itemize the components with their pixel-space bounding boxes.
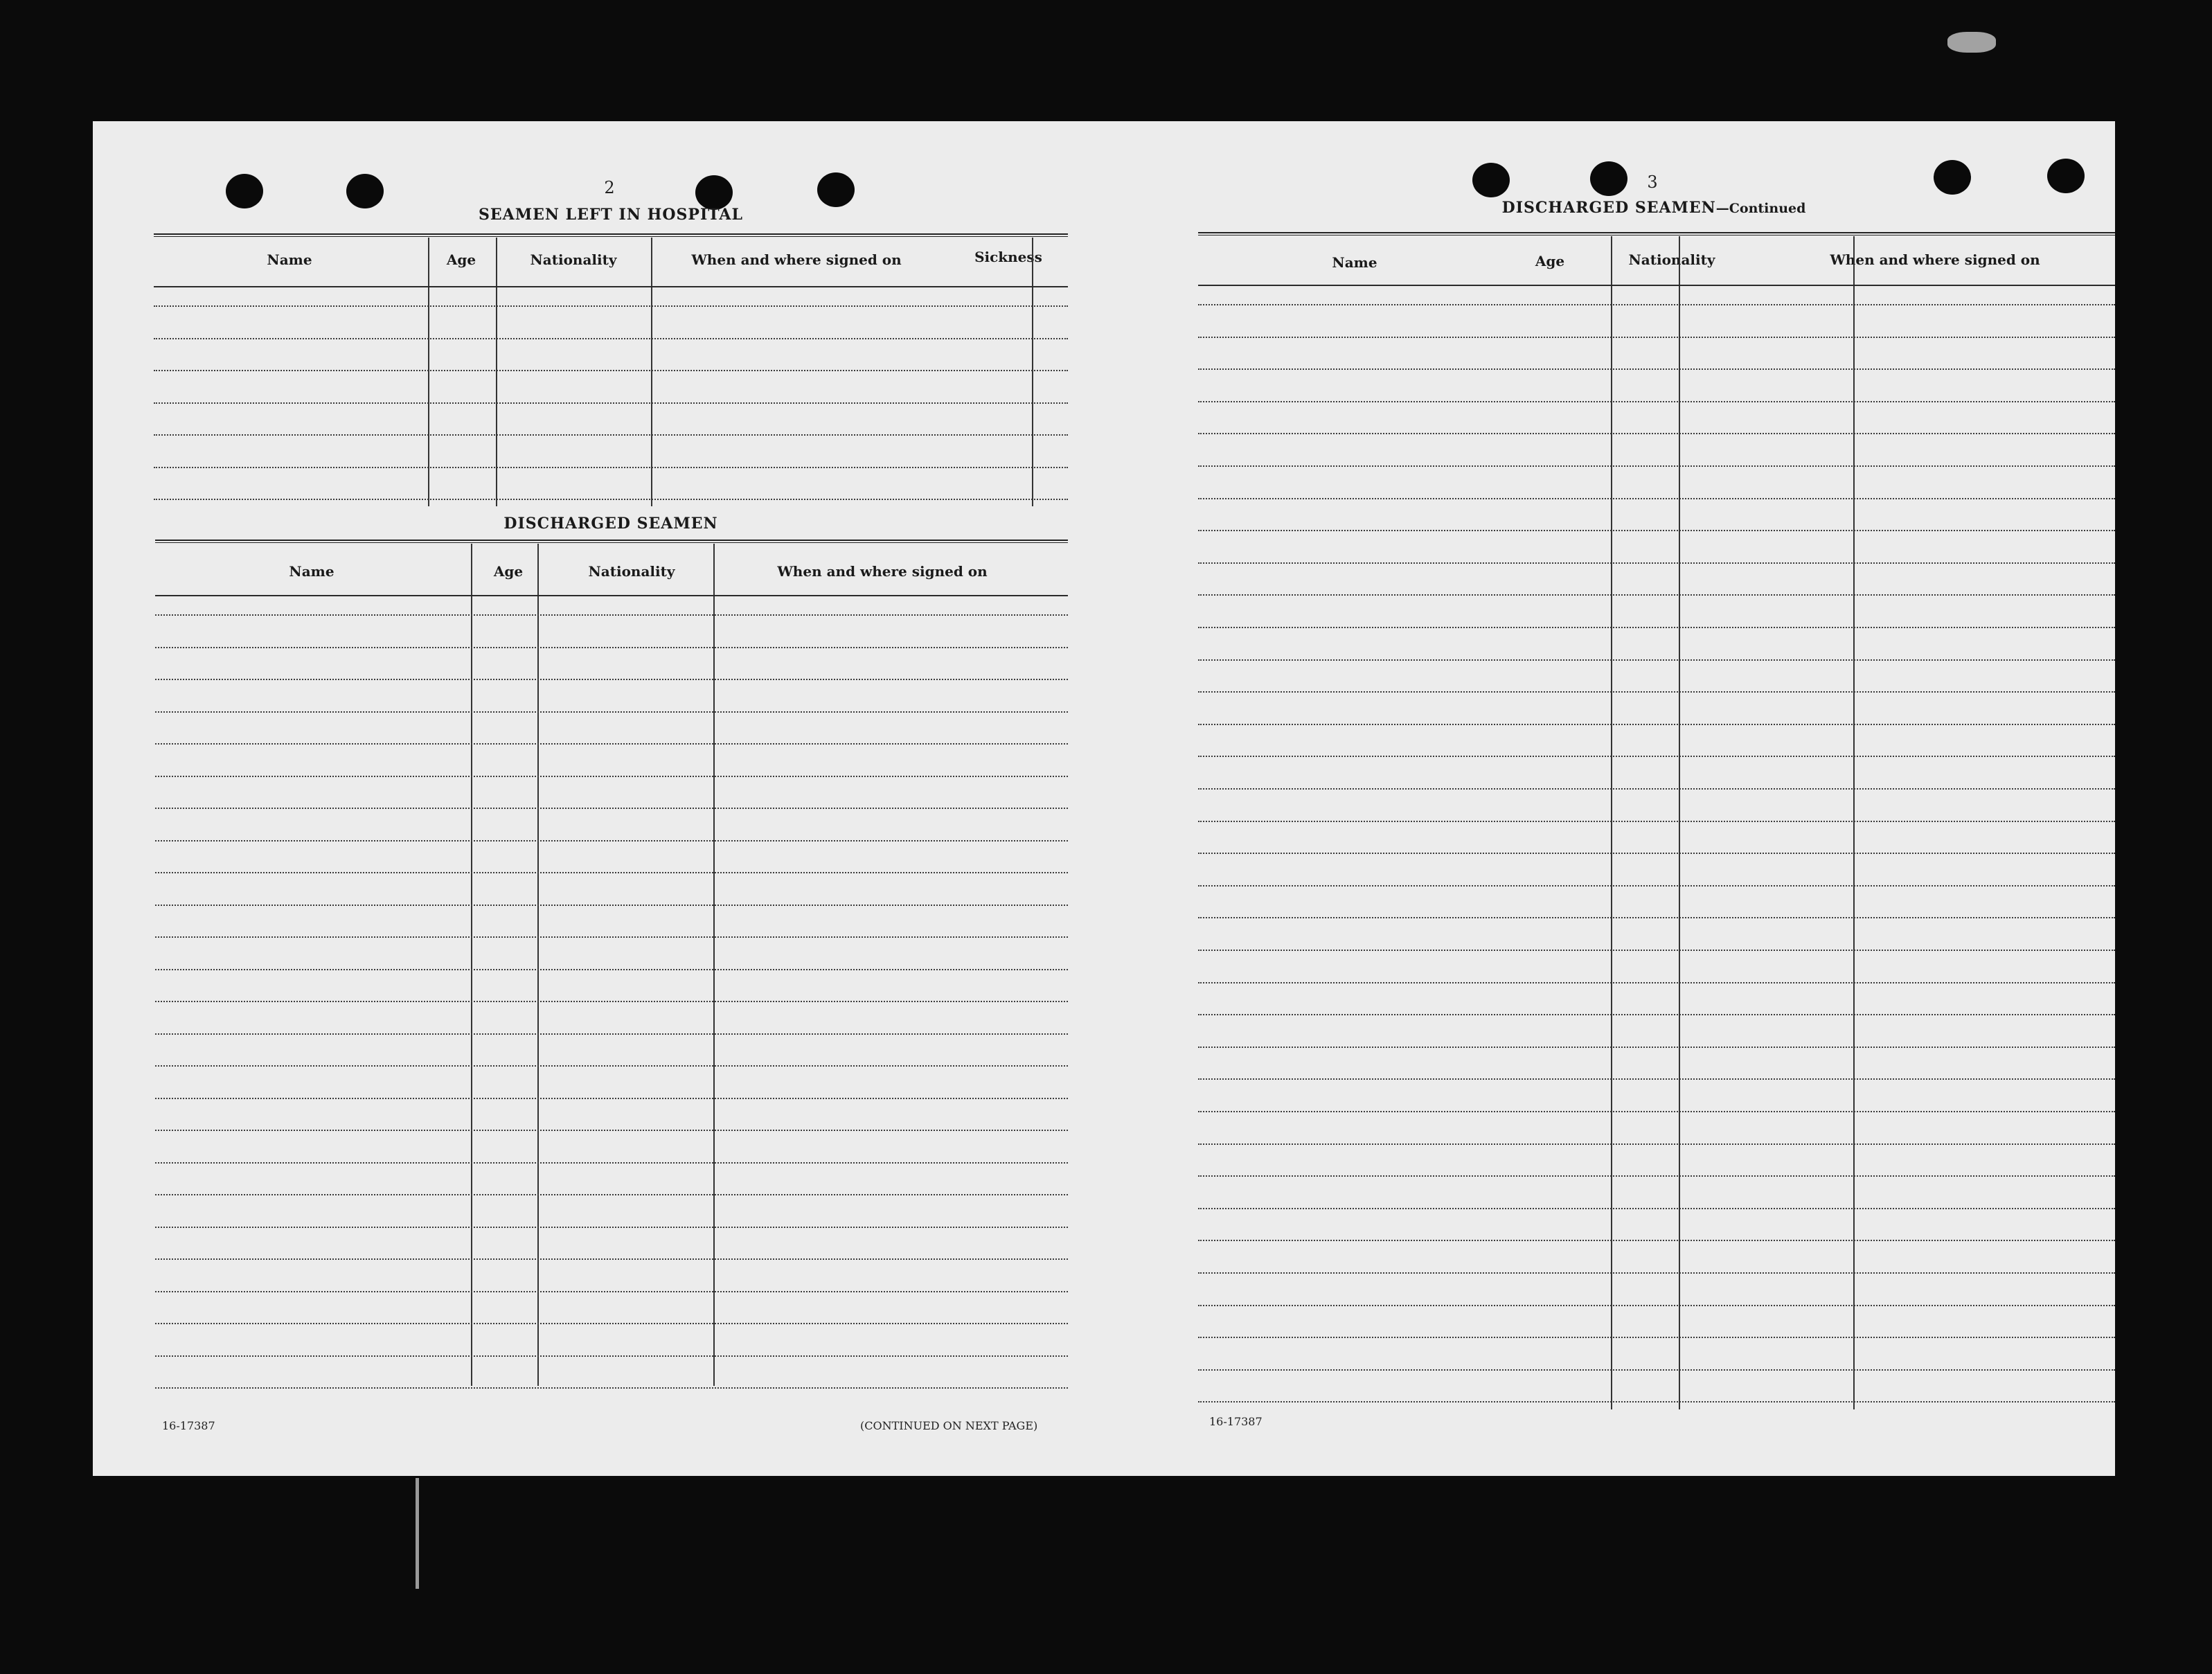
entry-line: [155, 1291, 1068, 1292]
entry-line: [1198, 1111, 2115, 1112]
entry-line: [155, 840, 1068, 842]
entry-line: [155, 1033, 1068, 1035]
entry-line: [1198, 1240, 2115, 1241]
entry-line: [1198, 788, 2115, 790]
entry-line: [1198, 982, 2115, 983]
continued-section-title: [1502, 199, 1806, 217]
entry-line: [1198, 1143, 2115, 1145]
entry-line: [154, 370, 1068, 371]
entry-line: [155, 1194, 1068, 1195]
continued-title-main: DISCHARGED SEAMEN: [1501, 199, 1716, 217]
entry-line: [1198, 1369, 2115, 1371]
col-header-age: Age: [493, 563, 524, 580]
form-number-left: 16-17387: [162, 1419, 215, 1432]
entry-line: [155, 1387, 1068, 1389]
discharged-table-right: [1198, 232, 2115, 1409]
entry-line: [1198, 853, 2115, 854]
entry-line: [1198, 885, 2115, 887]
col-header-age: Age: [1535, 253, 1565, 269]
discharged-section-title: DISCHARGED SEAMEN: [503, 515, 718, 533]
col-header-nationality: Nationality: [530, 251, 617, 268]
entry-line: [1198, 1272, 2115, 1274]
entry-line: [1198, 659, 2115, 661]
col-header-nationality: Nationality: [1628, 251, 1715, 268]
punch-hole: [1590, 161, 1627, 196]
entry-line: [155, 872, 1068, 873]
discharged-table-left: [155, 540, 1068, 1416]
entry-line: [1198, 1401, 2115, 1403]
header-underline: [154, 286, 1068, 287]
page-number-right: 3: [1647, 172, 1658, 192]
entry-line: [1198, 627, 2115, 628]
entry-line: [1198, 498, 2115, 499]
entry-line: [1198, 1047, 2115, 1048]
punch-hole: [1472, 163, 1510, 197]
entry-line: [1198, 1078, 2115, 1080]
entry-line: [155, 905, 1068, 906]
entry-line: [1198, 821, 2115, 822]
continued-title-suffix: —Continued: [1715, 201, 1806, 216]
punch-hole: [346, 174, 384, 208]
col-header-age: Age: [446, 251, 476, 268]
entry-line: [155, 808, 1068, 809]
entry-line: [1198, 433, 2115, 434]
continued-note: (CONTINUED ON NEXT PAGE): [860, 1419, 1038, 1432]
col-header-signed-on: When and where signed on: [691, 251, 902, 268]
entry-line: [155, 1258, 1068, 1260]
entry-line: [1198, 1337, 2115, 1338]
entry-line: [154, 467, 1068, 468]
entry-line: [1198, 917, 2115, 918]
entry-line: [155, 969, 1068, 970]
film-scratch: [1947, 32, 1996, 53]
entry-line: [155, 1162, 1068, 1164]
entry-line: [1198, 1305, 2115, 1306]
punch-hole: [695, 175, 733, 210]
entry-line: [155, 1227, 1068, 1228]
col-header-nationality: Nationality: [588, 563, 675, 580]
entry-line: [1198, 530, 2115, 531]
entry-line: [154, 499, 1068, 500]
col-header-name: Name: [1332, 254, 1377, 271]
entry-line: [155, 1065, 1068, 1067]
col-header-name: Name: [267, 251, 312, 268]
entry-line: [1198, 724, 2115, 725]
film-scratch: [416, 1478, 419, 1589]
entry-line: [155, 711, 1068, 713]
entry-line: [1198, 950, 2115, 951]
entry-line: [154, 338, 1068, 339]
entry-line: [1198, 1175, 2115, 1177]
entry-line: [154, 305, 1068, 307]
entry-line: [155, 936, 1068, 938]
entry-line: [1198, 756, 2115, 757]
entry-line: [1198, 465, 2115, 467]
entry-line: [155, 1355, 1068, 1357]
punch-hole: [226, 174, 263, 208]
entry-line: [1198, 562, 2115, 564]
form-number-right: 16-17387: [1209, 1415, 1263, 1428]
entry-line: [154, 402, 1068, 404]
col-header-name: Name: [289, 563, 335, 580]
entry-line: [1198, 337, 2115, 338]
punch-hole: [817, 172, 855, 207]
entry-line: [155, 743, 1068, 745]
punch-hole: [1934, 160, 1971, 195]
entry-line: [155, 776, 1068, 777]
column-divider: [1679, 236, 1680, 1409]
entry-line: [1198, 1014, 2115, 1015]
page-number-left: 2: [604, 178, 615, 197]
entry-line: [1198, 691, 2115, 693]
entry-line: [155, 1001, 1068, 1002]
entry-line: [1198, 401, 2115, 402]
punch-hole: [2047, 159, 2085, 193]
header-underline: [1198, 285, 2115, 286]
entry-line: [1198, 304, 2115, 305]
entry-line: [155, 647, 1068, 648]
entry-line: [1198, 368, 2115, 370]
entry-line: [154, 434, 1068, 436]
entry-line: [1198, 1208, 2115, 1209]
entry-line: [1198, 594, 2115, 596]
entry-line: [155, 1098, 1068, 1099]
entry-line: [155, 614, 1068, 616]
column-divider: [1611, 236, 1612, 1409]
col-header-signed-on: When and where signed on: [777, 563, 988, 580]
col-header-signed-on: When and where signed on: [1830, 251, 2040, 268]
header-underline: [155, 595, 1068, 596]
entry-line: [155, 679, 1068, 680]
entry-line: [155, 1130, 1068, 1131]
form-sheet: [93, 121, 2115, 1476]
entry-line: [155, 1323, 1068, 1324]
hospital-section-title: SEAMEN LEFT IN HOSPITAL: [479, 206, 743, 224]
col-header-sickness: Sickness: [974, 249, 1042, 265]
column-divider: [1853, 236, 1855, 1409]
